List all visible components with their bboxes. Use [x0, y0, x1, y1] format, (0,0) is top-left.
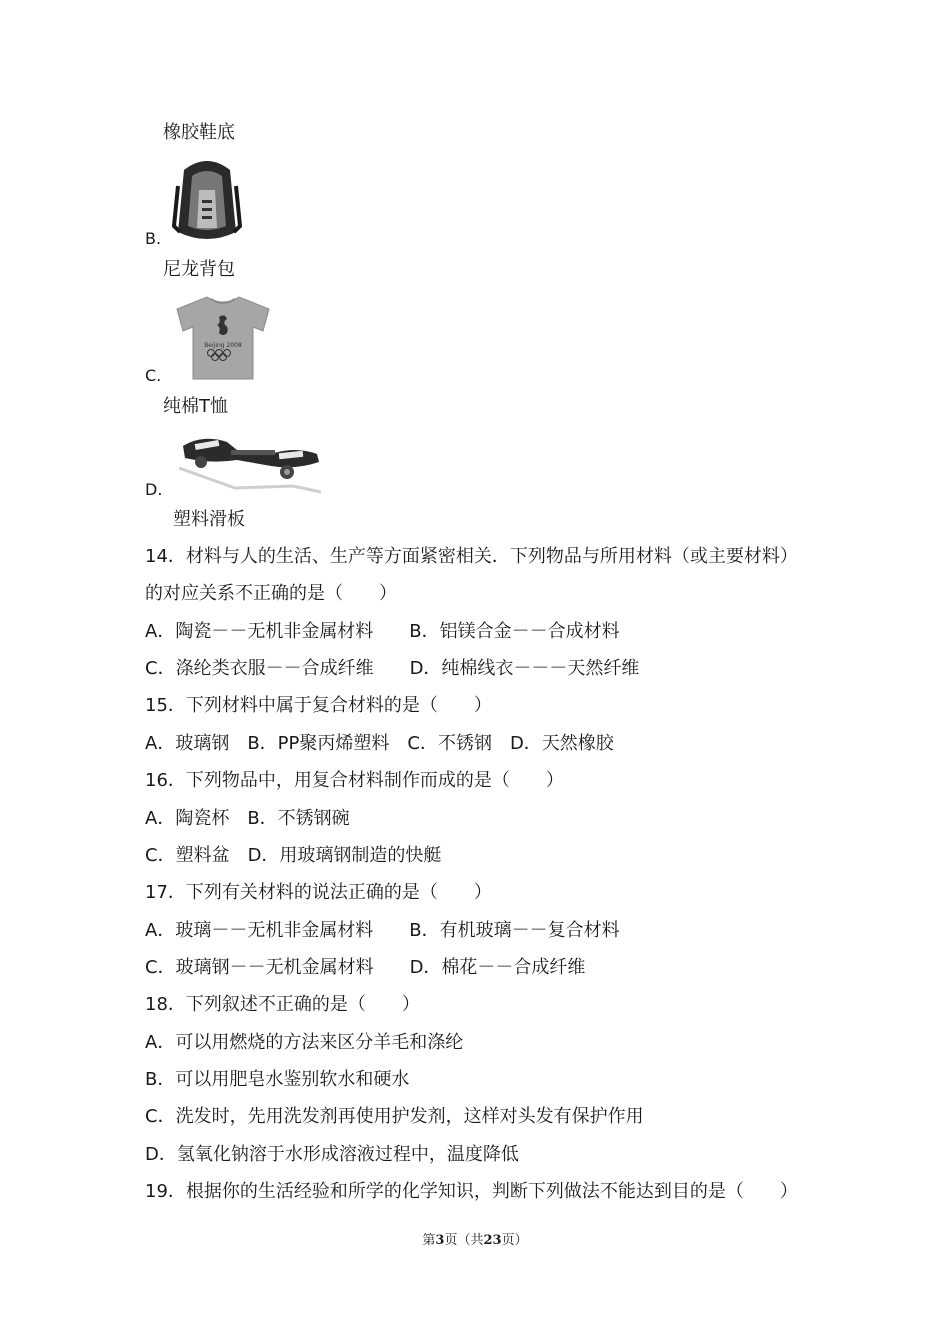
- option-c-caption: 纯棉T恤: [163, 396, 228, 417]
- question-15-options: A．玻璃钢 B．PP聚丙烯塑料 C．不锈钢 D．天然橡胶: [145, 733, 614, 754]
- question-14-options-row1: A．陶瓷－－无机非金属材料 B．铝镁合金－－合成材料: [145, 621, 620, 642]
- question-14-stem-line2: 的对应关系不正确的是（ ）: [145, 583, 397, 604]
- option-b-label: B.: [145, 229, 162, 248]
- option-a-caption: 橡胶鞋底: [163, 122, 235, 143]
- question-19-stem: 19．根据你的生活经验和所学的化学知识，判断下列做法不能达到目的是（ ）: [145, 1181, 798, 1202]
- question-17-options-row2: C．玻璃钢－－无机金属材料 D．棉花－－合成纤维: [145, 957, 586, 978]
- tshirt-print-text: Beijing 2008: [204, 342, 242, 349]
- question-16-stem: 16．下列物品中，用复合材料制作而成的是（ ）: [145, 770, 564, 791]
- tshirt-image: [171, 293, 275, 381]
- footer-total-pages: 23: [483, 1233, 502, 1248]
- skateboard-image: [175, 428, 325, 494]
- question-18-option-c: C．洗发时，先用洗发剂再使用护发剂，这样对头发有保护作用: [145, 1106, 644, 1127]
- question-16-options-row1: A．陶瓷杯 B．不锈钢碗: [145, 808, 350, 829]
- backpack-image: [172, 156, 242, 244]
- question-14-options-row2: C．涤纶类衣服－－合成纤维 D．纯棉线衣－－－天然纤维: [145, 658, 640, 679]
- question-17-stem: 17．下列有关材料的说法正确的是（ ）: [145, 882, 492, 903]
- option-d-caption: 塑料滑板: [173, 509, 245, 530]
- option-b-caption: 尼龙背包: [163, 259, 235, 280]
- page-footer: [0, 1229, 950, 1248]
- question-15-stem: 15．下列材料中属于复合材料的是（ ）: [145, 695, 492, 716]
- footer-page-number: 3: [435, 1233, 445, 1248]
- question-18-stem: 18．下列叙述不正确的是（ ）: [145, 994, 420, 1015]
- question-17-options-row1: A．玻璃－－无机非金属材料 B．有机玻璃－－复合材料: [145, 920, 620, 941]
- footer-prefix: 第: [422, 1233, 436, 1248]
- question-18-option-d: D．氢氧化钠溶于水形成溶液过程中，温度降低: [145, 1144, 519, 1165]
- option-d-label: D.: [145, 480, 163, 499]
- footer-mid: 页（共: [444, 1233, 484, 1248]
- question-18-option-a: A．可以用燃烧的方法来区分羊毛和涤纶: [145, 1032, 464, 1053]
- option-c-label: C.: [145, 366, 162, 385]
- footer-suffix: 页）: [501, 1233, 528, 1248]
- question-16-options-row2: C．塑料盆 D．用玻璃钢制造的快艇: [145, 845, 442, 866]
- question-18-option-b: B．可以用肥皂水鉴别软水和硬水: [145, 1069, 410, 1090]
- question-14-stem-line1: 14．材料与人的生活、生产等方面紧密相关．下列物品与所用材料（或主要材料）: [145, 546, 798, 567]
